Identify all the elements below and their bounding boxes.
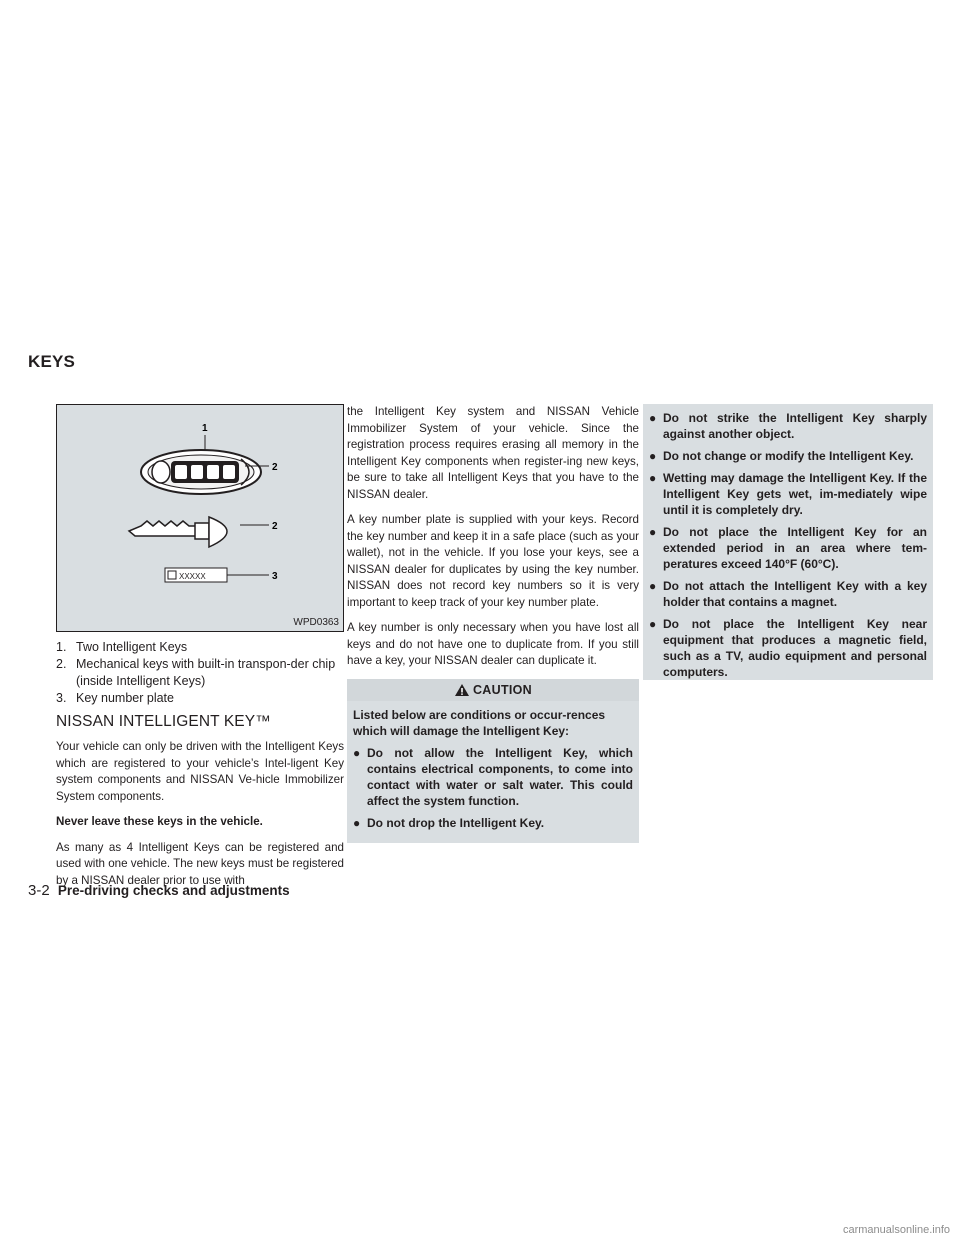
column-1 [56, 404, 344, 898]
mechanical-key-drawing [129, 517, 227, 547]
caution-item-text: Wetting may damage the Intelligent Key. If the Intelligent Key gets wet, im-mediately wipe until it is completely dry. [663, 471, 927, 517]
keys-illustration [57, 405, 345, 633]
caution-item [649, 524, 927, 572]
caution-item [353, 815, 633, 831]
body-paragraph: A key number is only necessary when you have lost all keys and do not have one to duplicate from. If you still have a key, your NISSAN dealer can duplicate it. [347, 621, 639, 667]
plate-text: XXXXX [179, 572, 206, 581]
column-2 [347, 404, 639, 843]
bullet-icon: ● [353, 745, 361, 760]
bullet-icon: ● [649, 617, 657, 631]
caution-item-text: Do not attach the Intelligent Key with a key holder that contains a magnet. [663, 579, 927, 609]
caution-item [649, 578, 927, 610]
callout-2a: 2 [272, 462, 278, 473]
caution-box [347, 679, 639, 843]
caution-list [353, 745, 633, 831]
body-paragraph: A key number plate is supplied with your keys. Record the key number and keep it in a safe place (such as your wallet), not in the vehicle. If you lose your keys, see a NISSAN dealer for duplicates by using the key number. NISSAN does not record key numbers so it is very important to keep track of your key number plate. [347, 513, 639, 609]
caution-item [649, 616, 927, 680]
warning-triangle-icon [454, 683, 470, 697]
bullet-icon: ● [649, 449, 657, 463]
intelligent-key-drawing [141, 450, 261, 494]
callout-1: 1 [202, 423, 208, 434]
caution-box-continued [643, 404, 933, 680]
bullet-icon: ● [649, 579, 657, 593]
caution-item [649, 470, 927, 518]
caution-header [347, 679, 639, 701]
page-number: 3-2 [28, 882, 50, 899]
body-paragraph: the Intelligent Key system and NISSAN Vehicle Immobilizer System of your vehicle. Since the registration process requires erasing all memory in the Intelligent Key components when register-ing new keys, be sure to take all Intelligent Keys that you have to the NISSAN dealer. [347, 405, 639, 501]
figure-legend [56, 639, 344, 707]
caution-item-text: Do not drop the Intelligent Key. [367, 815, 545, 830]
legend-number: 1. [56, 640, 67, 654]
legend-text: Key number plate [76, 691, 174, 705]
callout-2b: 2 [272, 521, 278, 532]
body-paragraph: Your vehicle can only be driven with the Intelligent Keys which are registered to your vehicle’s Intel-ligent Key system components and NISSAN Ve-hicle Immobilizer System components. [56, 740, 344, 803]
figure-code: WPD0363 [293, 617, 339, 628]
section-heading: KEYS [28, 352, 76, 371]
caution-item [353, 745, 633, 809]
column-3 [643, 404, 933, 686]
key-figure [56, 404, 344, 632]
caution-title: CAUTION [472, 682, 533, 697]
bullet-icon: ● [353, 815, 361, 830]
legend-item [56, 656, 344, 690]
caution-item-text: Do not strike the Intelligent Key sharply against another object. [663, 411, 927, 441]
caution-item-text: Do not change or modify the Intelligent Key. [663, 449, 914, 463]
warning-sentence: Never leave these keys in the vehicle. [56, 815, 263, 828]
caution-item [649, 410, 927, 442]
key-number-plate-drawing [165, 568, 227, 582]
watermark: carmanualsonline.info [842, 1224, 950, 1236]
legend-number: 3. [56, 691, 67, 705]
legend-item [56, 639, 344, 656]
legend-number: 2. [56, 657, 67, 671]
legend-text: Two Intelligent Keys [76, 640, 188, 654]
caution-intro: Listed below are conditions or occur-rences which will damage the Intelligent Key: [353, 707, 606, 738]
bullet-icon: ● [649, 471, 657, 485]
bullet-icon: ● [649, 525, 657, 539]
legend-item [56, 690, 344, 707]
caution-item-text: Do not place the Intelligent Key near equipment that produces a magnetic field, such as a TV, audio equipment and personal computers. [663, 617, 927, 679]
caution-item-text: Do not place the Intelligent Key for an extended period in an area where tem-peratures exceed 140°F (60°C). [663, 525, 927, 571]
callout-3: 3 [272, 571, 278, 582]
chapter-title: Pre-driving checks and adjustments [57, 883, 290, 898]
page-footer [28, 882, 290, 899]
caution-item [649, 448, 927, 464]
caution-item-text: Do not allow the Intelligent Key, which contains electrical components, to come into contact with water or salt water. This could affect the system function. [367, 745, 633, 808]
sub-heading: NISSAN INTELLIGENT KEY™ [56, 713, 271, 730]
bullet-icon: ● [649, 411, 657, 425]
body-paragraph: As many as 4 Intelligent Keys can be registered and used with one vehicle. The new keys must be registered by a NISSAN dealer prior to use with [56, 840, 344, 887]
legend-text: Mechanical keys with built-in transpon-der chip (inside Intelligent Keys) [76, 657, 336, 688]
